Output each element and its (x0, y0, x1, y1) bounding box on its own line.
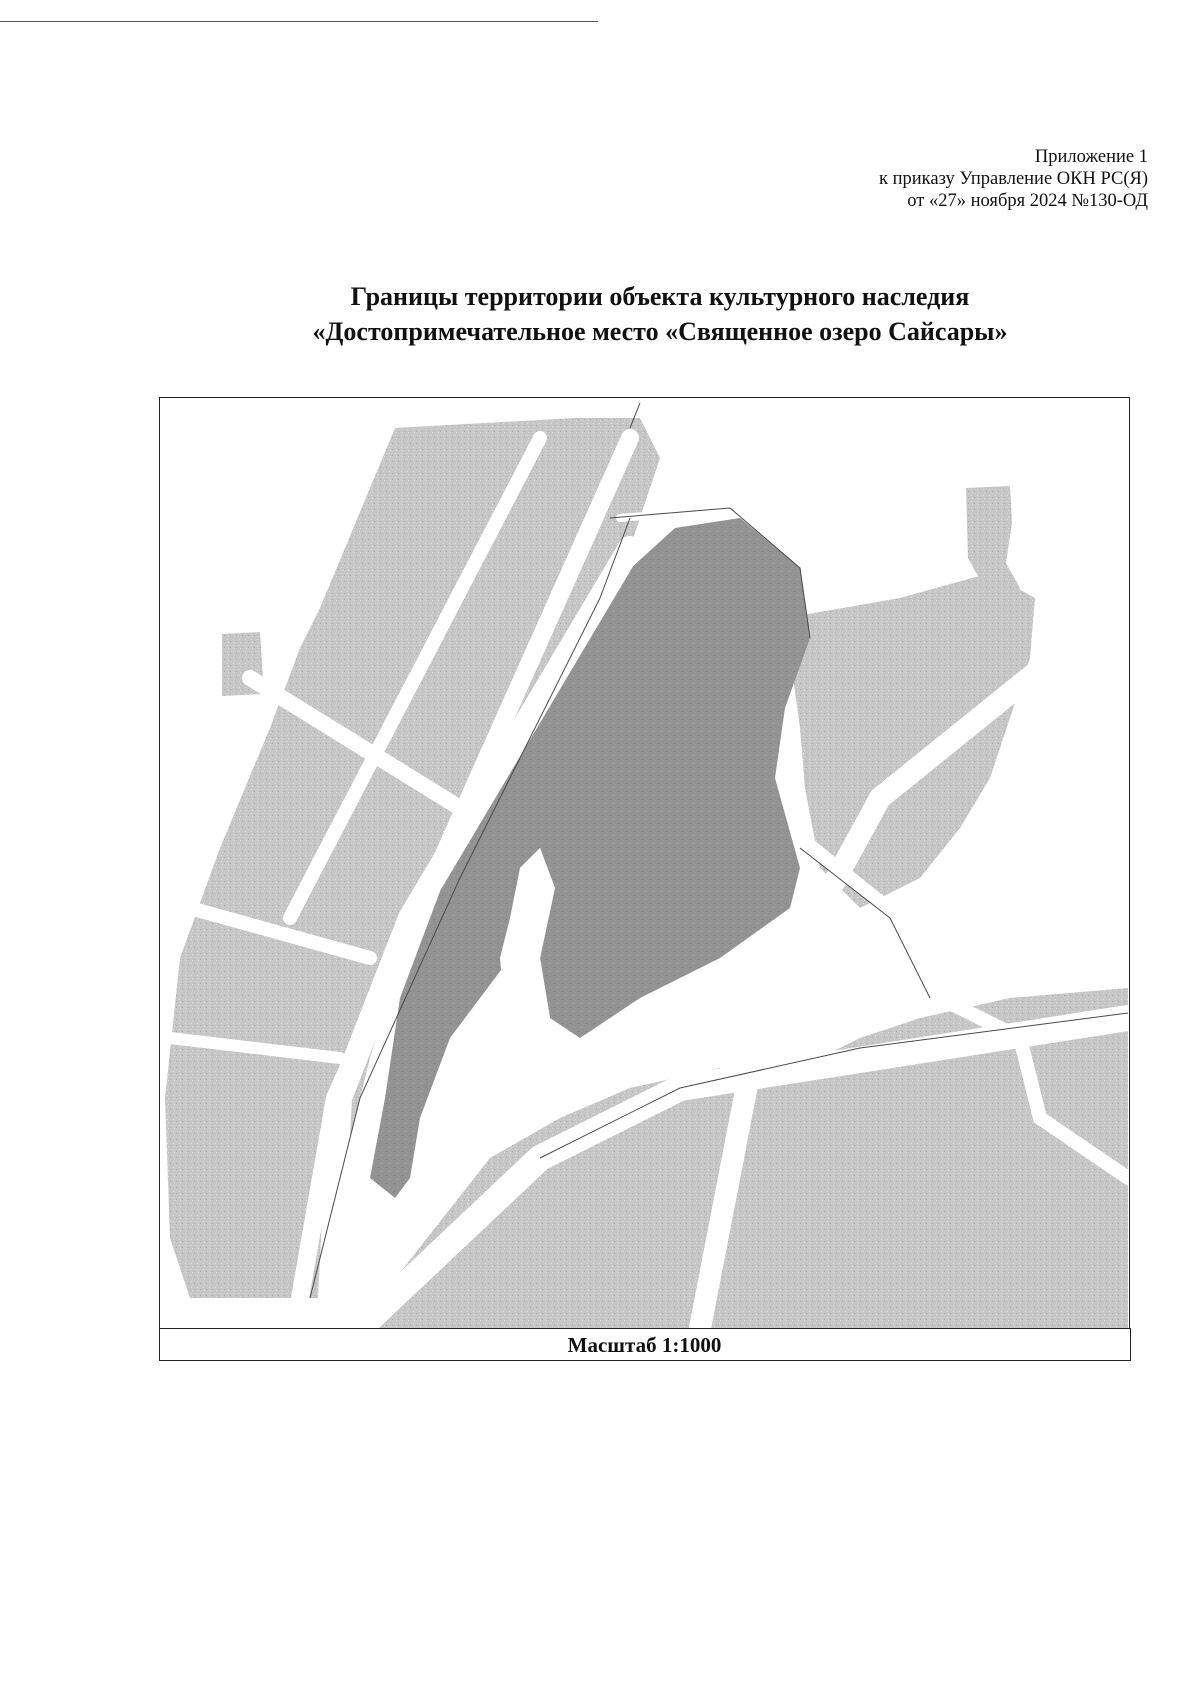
map-frame (159, 397, 1130, 1360)
appendix-line-1: Приложение 1 (1034, 147, 1148, 167)
title-line-2: «Достопримечательное место «Священное озеро Сайсары» (312, 317, 1008, 346)
top-rule (0, 21, 598, 22)
title-line-1: Границы территории объекта культурного наследия (350, 282, 970, 311)
appendix-block (628, 146, 1148, 212)
appendix-line-2: к приказу Управление ОКН РС(Я) (879, 169, 1148, 189)
appendix-line-3: от «27» ноября 2024 №130-ОД (907, 191, 1148, 211)
boundary-map (160, 398, 1128, 1328)
scale-label: Масштаб 1:1000 (159, 1328, 1131, 1361)
document-title (160, 279, 1160, 349)
